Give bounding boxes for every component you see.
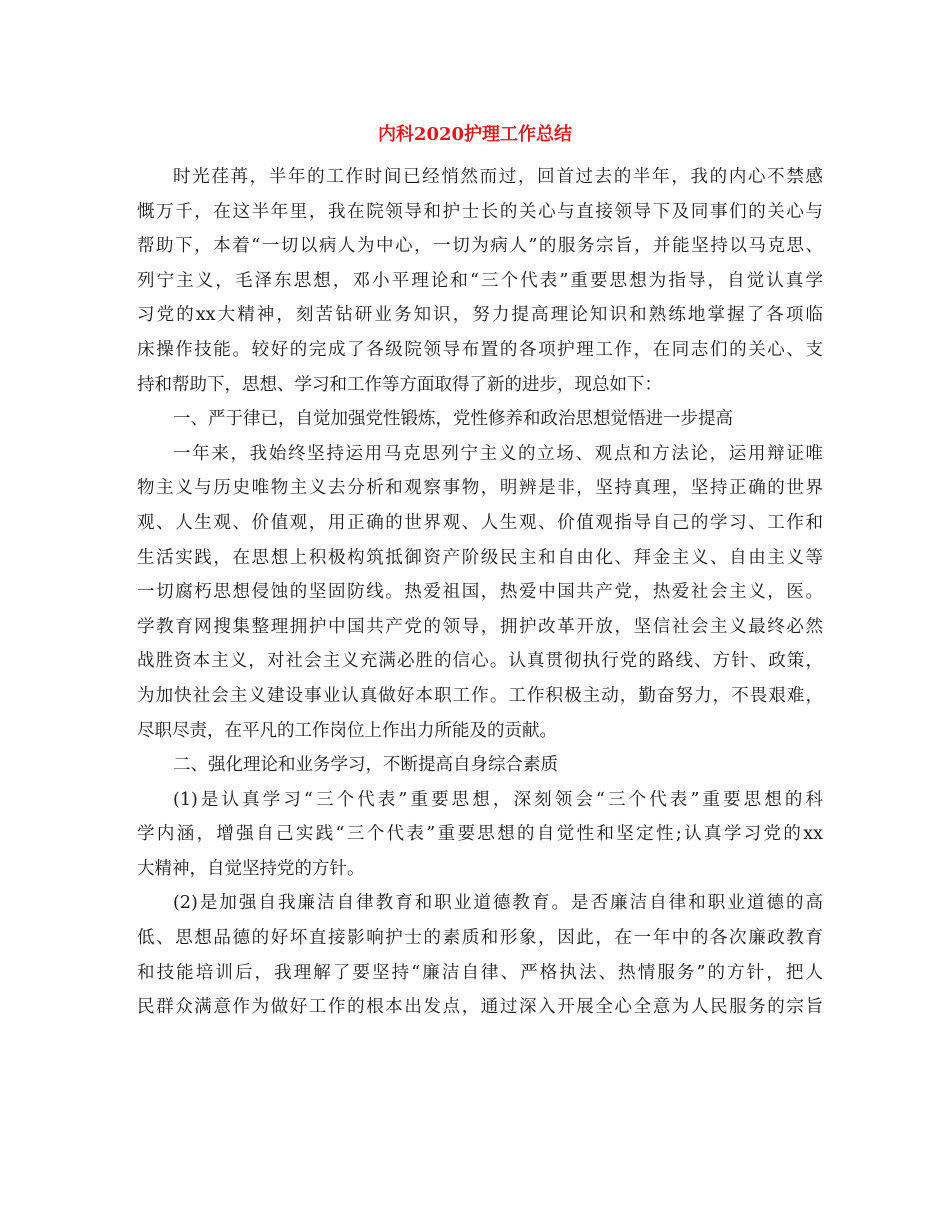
body-line: 时光荏苒，半年的工作时间已经悄然而过，回首过去的半年，我的内心不禁感 [173, 167, 823, 187]
body-line: 习党的xx大精神，刻苦钻研业务知识，努力提高理论知识和熟练地掌握了各项临 [137, 305, 823, 326]
body-line: 持和帮助下，思想、学习和工作等方面取得了新的进步，现总如下： [137, 374, 662, 395]
body-line: 床操作技能。较好的完成了各级院领导布置的各项护理工作，在同志们的关心、支 [137, 339, 823, 360]
body-line: (2)是加强自我廉洁自律教育和职业道德教育。是否廉洁自律和职业道德的高 [173, 893, 823, 914]
body-line: 学教育网搜集整理拥护中国共产党的领导，拥护改革开放，坚信社会主义最终必然 [137, 616, 823, 637]
body-line: 低、思想品德的好坏直接影响护士的素质和形象，因此，在一年中的各次廉政教育 [137, 928, 823, 949]
body-line: 帮助下，本着“一切以病人为中心，一切为病人”的服务宗旨，并能坚持以马克思、 [137, 236, 823, 257]
body-line: (1)是认真学习“三个代表”重要思想，深刻领会“三个代表”重要思想的科 [173, 789, 823, 810]
body-line: 和技能培训后，我理解了要坚持“廉洁自律、严格执法、热情服务”的方针，把人 [137, 962, 823, 983]
body-line: 二、强化理论和业务学习，不断提高自身综合素质 [173, 755, 558, 776]
document-body [137, 160, 823, 1025]
body-line: 学内涵，增强自己实践“三个代表”重要思想的自觉性和坚定性;认真学习党的xx [137, 824, 823, 845]
body-line: 一、严于律已，自觉加强党性锻炼，党性修养和政治思想觉悟进一步提高 [173, 409, 733, 430]
body-line: 一切腐朽思想侵蚀的坚固防线。热爱祖国，热爱中国共产党，热爱社会主义，医。 [137, 582, 823, 603]
body-line: 生活实践，在思想上积极构筑抵御资产阶级民主和自由化、拜金主义、自由主义等 [137, 547, 823, 568]
body-line: 大精神，自觉坚持党的方针。 [137, 858, 365, 879]
body-line: 战胜资本主义，对社会主义充满必胜的信心。认真贯彻执行党的路线、方针、政策， [137, 651, 823, 672]
body-line: 为加快社会主义建设事业认真做好本职工作。工作积极主动，勤奋努力，不畏艰难， [137, 685, 823, 706]
body-line: 列宁主义，毛泽东思想，邓小平理论和“三个代表”重要思想为指导，自觉认真学 [137, 270, 823, 291]
document-title: 内科2020护理工作总结 [377, 124, 573, 145]
body-line: 民群众满意作为做好工作的根本出发点，通过深入开展全心全意为人民服务的宗旨 [137, 997, 823, 1018]
body-line: 物主义与历史唯物主义去分析和观察事物，明辨是非，坚持真理，坚持正确的世界 [137, 478, 823, 499]
body-line: 慨万千，在这半年里，我在院领导和护士长的关心与直接领导下及同事们的关心与 [137, 201, 823, 222]
body-line: 尽职尽责，在平凡的工作岗位上作出力所能及的贡献。 [137, 720, 557, 741]
body-line: 一年来，我始终坚持运用马克思列宁主义的立场、观点和方法论，运用辩证唯 [173, 443, 823, 464]
body-line: 观、人生观、价值观，用正确的世界观、人生观、价值观指导自己的学习、工作和 [137, 512, 823, 533]
